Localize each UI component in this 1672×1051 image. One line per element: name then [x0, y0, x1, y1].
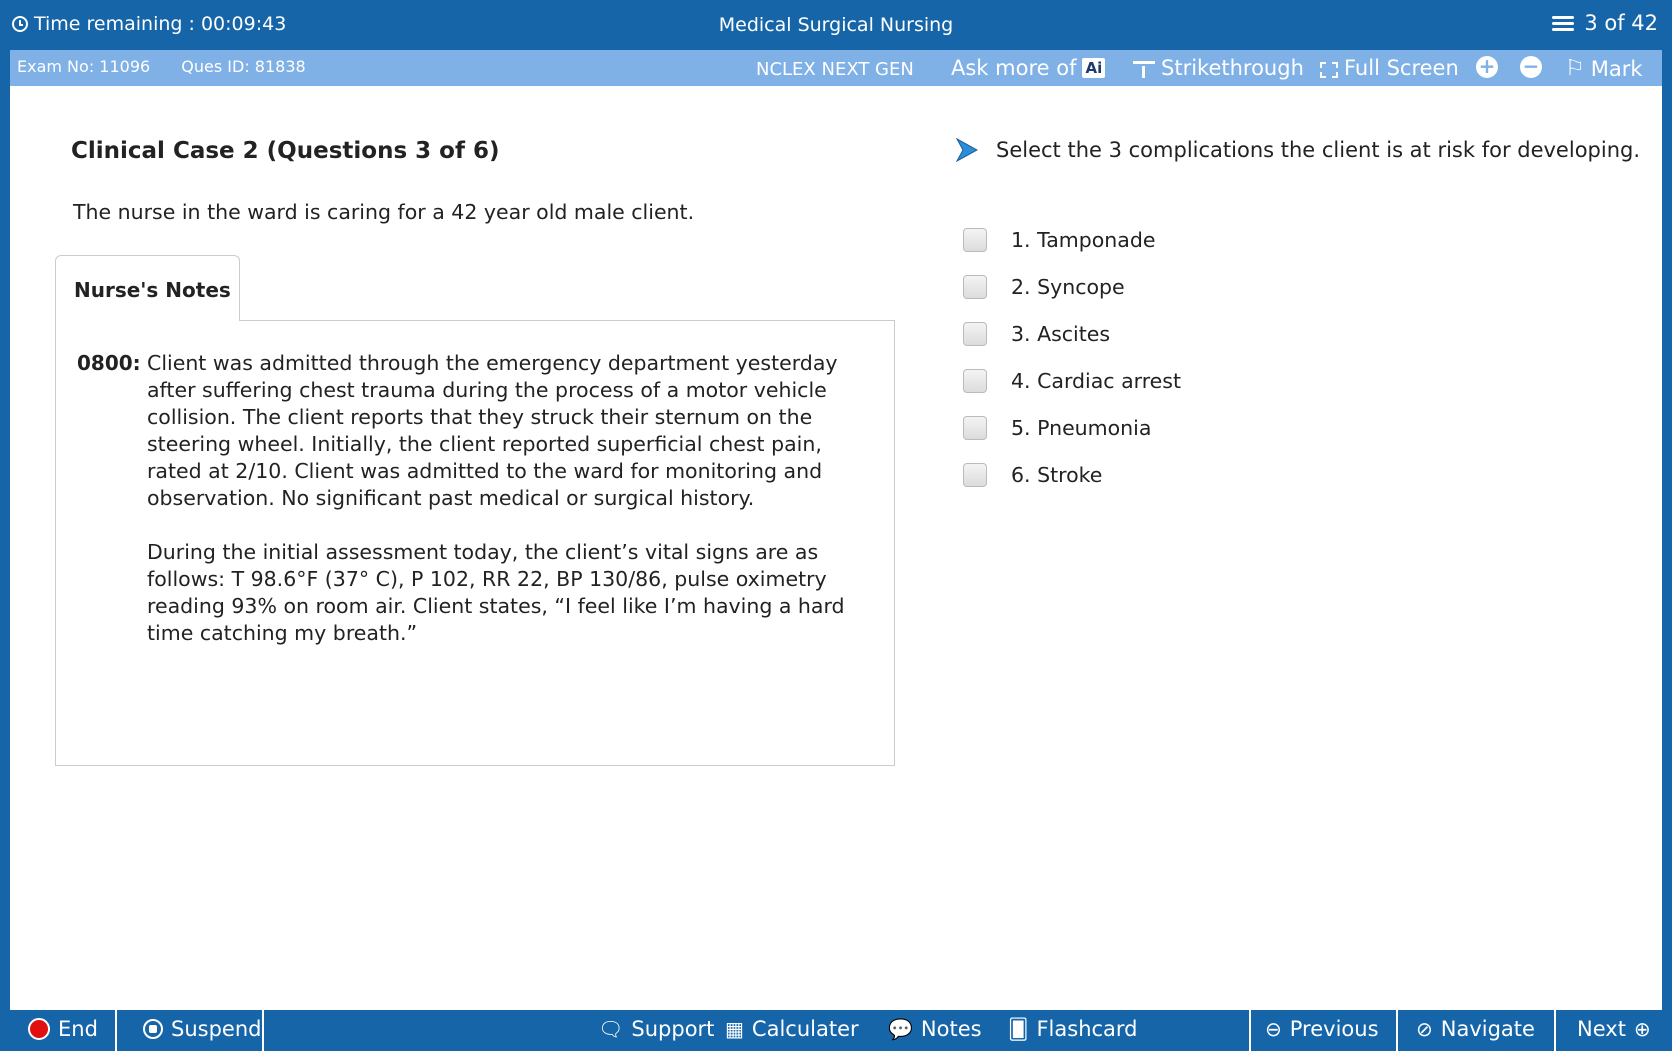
strikethrough-icon — [1133, 61, 1155, 79]
checkbox[interactable] — [963, 228, 987, 252]
checkbox[interactable] — [963, 416, 987, 440]
stop-icon — [28, 1018, 50, 1040]
note-paragraph: Client was admitted through the emergency department yesterday after suffering chest trauma during the process of a motor vehicle collision. The client reports that they struck their sternum on the steering wheel. Initially, the client reported superficial chest pain, rated at 2/10. Client was admitted to the ward for monitoring and observation. No significant past medical or surgical history. — [147, 351, 838, 510]
tab-nurses-notes[interactable] — [55, 255, 240, 321]
compass-icon: ⊘ — [1416, 1017, 1433, 1041]
navigate-button[interactable] — [1416, 1017, 1535, 1041]
option-item[interactable] — [963, 310, 1181, 357]
mark-label: Mark — [1590, 56, 1643, 81]
full-screen-icon — [1320, 62, 1338, 78]
strikethrough-label: Strikethrough — [1161, 56, 1304, 80]
checkbox[interactable] — [963, 275, 987, 299]
flashcard-button[interactable] — [1008, 1017, 1138, 1041]
support-button[interactable] — [598, 1017, 714, 1041]
divider — [1554, 1010, 1556, 1051]
option-item[interactable] — [963, 263, 1181, 310]
calculator-icon: ▦ — [725, 1017, 744, 1041]
question-text: Select the 3 complications the client is at risk for developing. — [996, 138, 1641, 162]
full-screen-label: Full Screen — [1344, 56, 1459, 80]
question-stack-icon[interactable] — [1550, 14, 1576, 32]
notes-label: Notes — [920, 1017, 982, 1041]
zoom-out-button[interactable] — [1520, 56, 1542, 78]
divider — [1249, 1010, 1251, 1051]
exam-title: Medical Surgical Nursing — [718, 14, 954, 36]
flashcard-icon: 🂠 — [1008, 1017, 1029, 1041]
zoom-in-button[interactable] — [1476, 56, 1498, 78]
end-button[interactable] — [28, 1017, 98, 1041]
case-question-range: (Questions 3 of 6) — [266, 138, 500, 164]
exam-number: Exam No: 11096 — [17, 57, 151, 76]
next-button[interactable] — [1577, 1017, 1651, 1041]
arrow-left-circle-icon: ⊖ — [1265, 1017, 1282, 1041]
previous-button[interactable] — [1265, 1017, 1379, 1041]
case-intro: The nurse in the ward is caring for a 42 year old male client. — [73, 200, 695, 224]
strikethrough-button[interactable] — [1133, 56, 1304, 80]
flashcard-label: Flashcard — [1036, 1017, 1138, 1041]
option-label: 5. Pneumonia — [1011, 415, 1152, 440]
minus-icon: − — [1520, 56, 1542, 78]
plus-icon: + — [1476, 56, 1498, 78]
divider — [262, 1010, 264, 1051]
option-label: 6. Stroke — [1011, 462, 1103, 487]
case-name: Clinical Case 2 — [71, 138, 259, 164]
nurses-notes-panel — [55, 320, 895, 766]
timer-text: Time remaining : 00:09:43 — [34, 13, 287, 35]
question-id: Ques ID: 81838 — [181, 57, 306, 76]
end-label: End — [58, 1017, 98, 1041]
checkbox[interactable] — [963, 322, 987, 346]
calculator-button[interactable] — [725, 1017, 859, 1041]
full-screen-button[interactable] — [1320, 56, 1459, 80]
calculator-label: Calculater — [751, 1017, 859, 1041]
option-label: 3. Ascites — [1011, 321, 1111, 346]
divider — [1396, 1010, 1398, 1051]
arrow-icon — [956, 138, 978, 162]
question-counter — [1550, 11, 1658, 35]
toolbar — [10, 50, 1662, 86]
option-item[interactable] — [963, 404, 1181, 451]
note-time: 0800: — [77, 351, 141, 375]
previous-label: Previous — [1289, 1017, 1379, 1041]
suspend-button[interactable] — [143, 1017, 261, 1041]
nclex-text: NCLEX NEXT GEN — [756, 59, 914, 80]
case-title — [71, 138, 500, 164]
option-item[interactable] — [963, 357, 1181, 404]
option-item[interactable] — [963, 216, 1181, 263]
suspend-icon — [143, 1019, 163, 1039]
tab-label: Nurse's Notes — [74, 278, 231, 302]
counter-text: 3 of 42 — [1584, 11, 1658, 35]
ask-ai-button[interactable] — [951, 56, 1105, 80]
main-content — [10, 86, 1662, 1010]
checkbox[interactable] — [963, 463, 987, 487]
checkbox[interactable] — [963, 369, 987, 393]
ask-ai-label: Ask more of — [951, 56, 1077, 80]
nclex-label — [756, 59, 914, 80]
option-item[interactable] — [963, 451, 1181, 498]
navigate-label: Navigate — [1440, 1017, 1535, 1041]
note-text — [147, 350, 877, 674]
mark-button[interactable] — [1565, 56, 1643, 81]
top-bar — [0, 0, 1672, 50]
answer-options — [963, 216, 1181, 498]
question-prompt — [956, 138, 1640, 162]
ai-icon: Ai — [1082, 58, 1105, 78]
option-label: 4. Cardiac arrest — [1011, 368, 1182, 393]
divider — [115, 1010, 117, 1051]
suspend-label: Suspend — [171, 1017, 262, 1041]
next-label: Next — [1577, 1017, 1626, 1041]
bottom-bar — [0, 1010, 1672, 1051]
exam-info — [17, 57, 332, 76]
flag-icon: ⚐ — [1565, 56, 1585, 81]
notes-button[interactable] — [888, 1017, 982, 1041]
chat-icon: 🗨 — [598, 1017, 624, 1041]
speech-bubble-icon: 💬 — [888, 1017, 913, 1041]
note-paragraph: During the initial assessment today, the client’s vital signs are as follows: T 98.6°F (37° C), P 102, RR 22, BP 130/86, pulse oximetry reading 93% on room air. Client states, “I feel like I’m having a hard time catching my breath.” — [147, 540, 845, 645]
support-label: Support — [631, 1017, 715, 1041]
option-label: 2. Syncope — [1011, 274, 1125, 299]
option-label: 1. Tamponade — [1011, 227, 1156, 252]
arrow-right-circle-icon: ⊕ — [1633, 1017, 1651, 1041]
